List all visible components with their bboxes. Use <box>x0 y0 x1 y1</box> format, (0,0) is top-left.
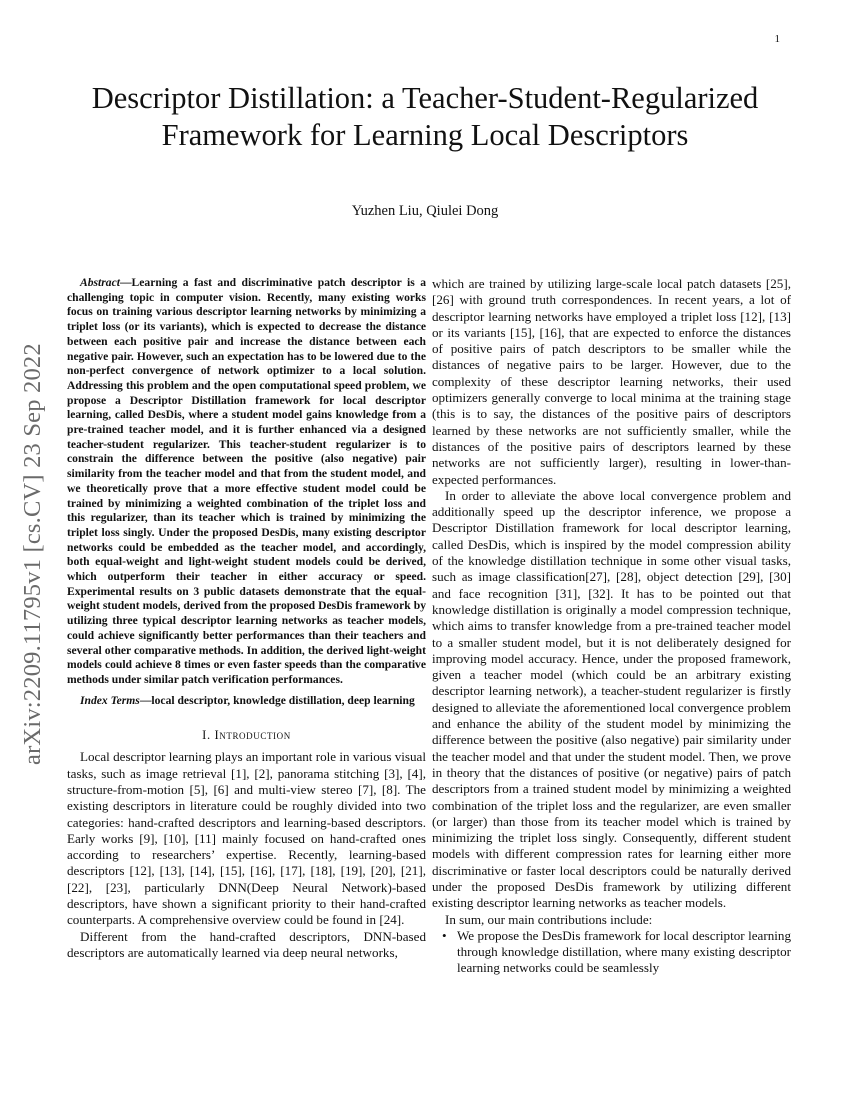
abstract <box>67 276 426 688</box>
paper-authors: Yuzhen Liu, Qiulei Dong <box>351 203 499 219</box>
body-paragraph: Local descriptor learning plays an important role in various visual tasks, such as image retrieval [1], [2], panorama stitching [3], [4], structure-from-motion [5], [6] and multi-view stereo [7], [8]. The existing descriptors in literature could be roughly divided into two categories: hand-crafted descriptors and learning-based descriptors. Early works [9], [10], [11] mainly focused on hand-crafted ones according to researchers’ expertise. Recently, learning-based descriptors [12], [13], [14], [15], [16], [17], [18], [19], [20], [21], [22], [23], particularly DNN(Deep Neural Network)-based descriptors, have shown a significant priority to their hand-crafted counterparts. A comprehensive overview could be found in [24]. <box>67 749 426 928</box>
index-terms-text: —local descriptor, knowledge distillation, deep learning <box>139 693 415 707</box>
body-paragraph: In sum, our main contributions include: <box>445 911 653 927</box>
list-item: • We propose the DesDis framework for local descriptor learning through knowledge distillation, where many existing descriptor learning networks could be seamlessly <box>457 928 791 977</box>
page-number: 1 <box>774 33 780 45</box>
section-heading <box>67 728 426 743</box>
body-paragraph: Different from the hand-crafted descriptors, DNN-based descriptors are automatically learned via deep neural networks, <box>67 928 426 960</box>
contributions-list <box>432 928 791 977</box>
section-number: I. <box>202 728 211 743</box>
body-paragraph: In order to alleviate the above local convergence problem and additionally speed up the descriptor inference, we propose a Descriptor Distillation framework for local descriptor learning, called DesDis, which is inspired by the model compression ability of the knowledge distillation technique in some other visual tasks, such as image classification[27], [28], object detection [29], [30] and face recognition [31], [32]. It has to be pointed out that knowledge distillation is originally a model compression technique, which aims to transfer knowledge from a pre-trained teacher model to a smaller student model, but it is not deliberately designed for improving model accuracy. Hence, under the proposed framework, given a teacher model (which could be an arbitrary existing descriptor learning network), a teacher-student regularizer is firstly designed to alleviate the aforementioned local convergence problem and enhance the ability of the student model by minimizing the difference between the positive (also negative) pair similarity under the teacher model and that under the student model. Then, we prove in theory that the distances of positive (or negative) pairs of patch descriptors from a trained student model by minimizing a weighted combination of the triplet loss and the regularizer, are even smaller (or larger) than those from its teacher model which is trained by minimizing the triplet loss singly. Consequently, different student models with different compression rates for learning either more discriminative or faster local descriptors could be naturally derived under the proposed DesDis framework by utilizing different existing descriptor learning networks as teacher models. <box>432 487 791 911</box>
index-terms <box>67 694 426 709</box>
right-column <box>432 276 791 977</box>
abstract-label: Abstract <box>80 276 120 289</box>
abstract-text: —Learning a fast and discriminative patch descriptor is a challenging topic in computer vision. Recently, many existing works focus on training various descriptor learning networks by minimizing a triplet loss (or its variants), which is expected to decrease the distance between each positive pair and increase the distance between each negative pair. However, such an expectation has to be lowered due to the non-perfect convergence of network optimizer to a local solution. Addressing this problem and the open computational speed problem, we propose a Descriptor Distillation framework for local descriptor learning, called DesDis, where a student model gains knowledge from a pre-trained teacher model, and it is further enhanced via a designed teacher-student regularizer. This teacher-student regularizer is to constrain the difference between the positive (also negative) pair similarity from the teacher model and that from the student model, and we theoretically prove that a more effective student model could be trained by minimizing a weighted combination of the triplet loss and this regularizer, than its teacher which is trained by minimizing the triplet loss singly. Under the proposed DesDis, many existing descriptor networks could be embedded as the teacher model, and accordingly, both equal-weight and light-weight student models could be derived, which outperform their teacher in either accuracy or speed. Experimental results on 3 public datasets demonstrate that the equal-weight student models, derived from the proposed DesDis framework by utilizing three typical descriptor learning networks as teacher models, could achieve significantly better performances than their teachers and several other comparative methods. In addition, the derived light-weight models could achieve 8 times or even faster speeds than the comparative methods under similar patch verification performances. <box>67 276 426 686</box>
body-paragraph: which are trained by utilizing large-scale local patch datasets [25], [26] with ground truth correspondences. In recent years, a lot of descriptor learning networks have employed a triplet loss [12], [13] or its variants [15], [16], that are expected to enforce the distances of positive pairs of patch descriptors to be smaller while the distances of negative pairs to be larger. However, due to the complexity of these descriptor learning networks, their used optimizers generally converge to local minima at the training stage (this is to say, the distances of the positive pairs of descriptors learned by these networks are not sufficiently smaller, while the distances of the positive pairs of descriptors learned by these networks are not sufficiently larger), resulting in lower-than-expected performances. <box>432 276 791 487</box>
left-column <box>67 276 426 961</box>
paper-title: Descriptor Distillation: a Teacher-Student-Regularized Framework for Learning Local Descriptors <box>91 81 759 152</box>
index-terms-label: Index Terms <box>80 693 140 707</box>
arxiv-identifier: arXiv:2209.11795v1 [cs.CV] 23 Sep 2022 <box>19 343 46 765</box>
section-title: Introduction <box>214 728 291 743</box>
